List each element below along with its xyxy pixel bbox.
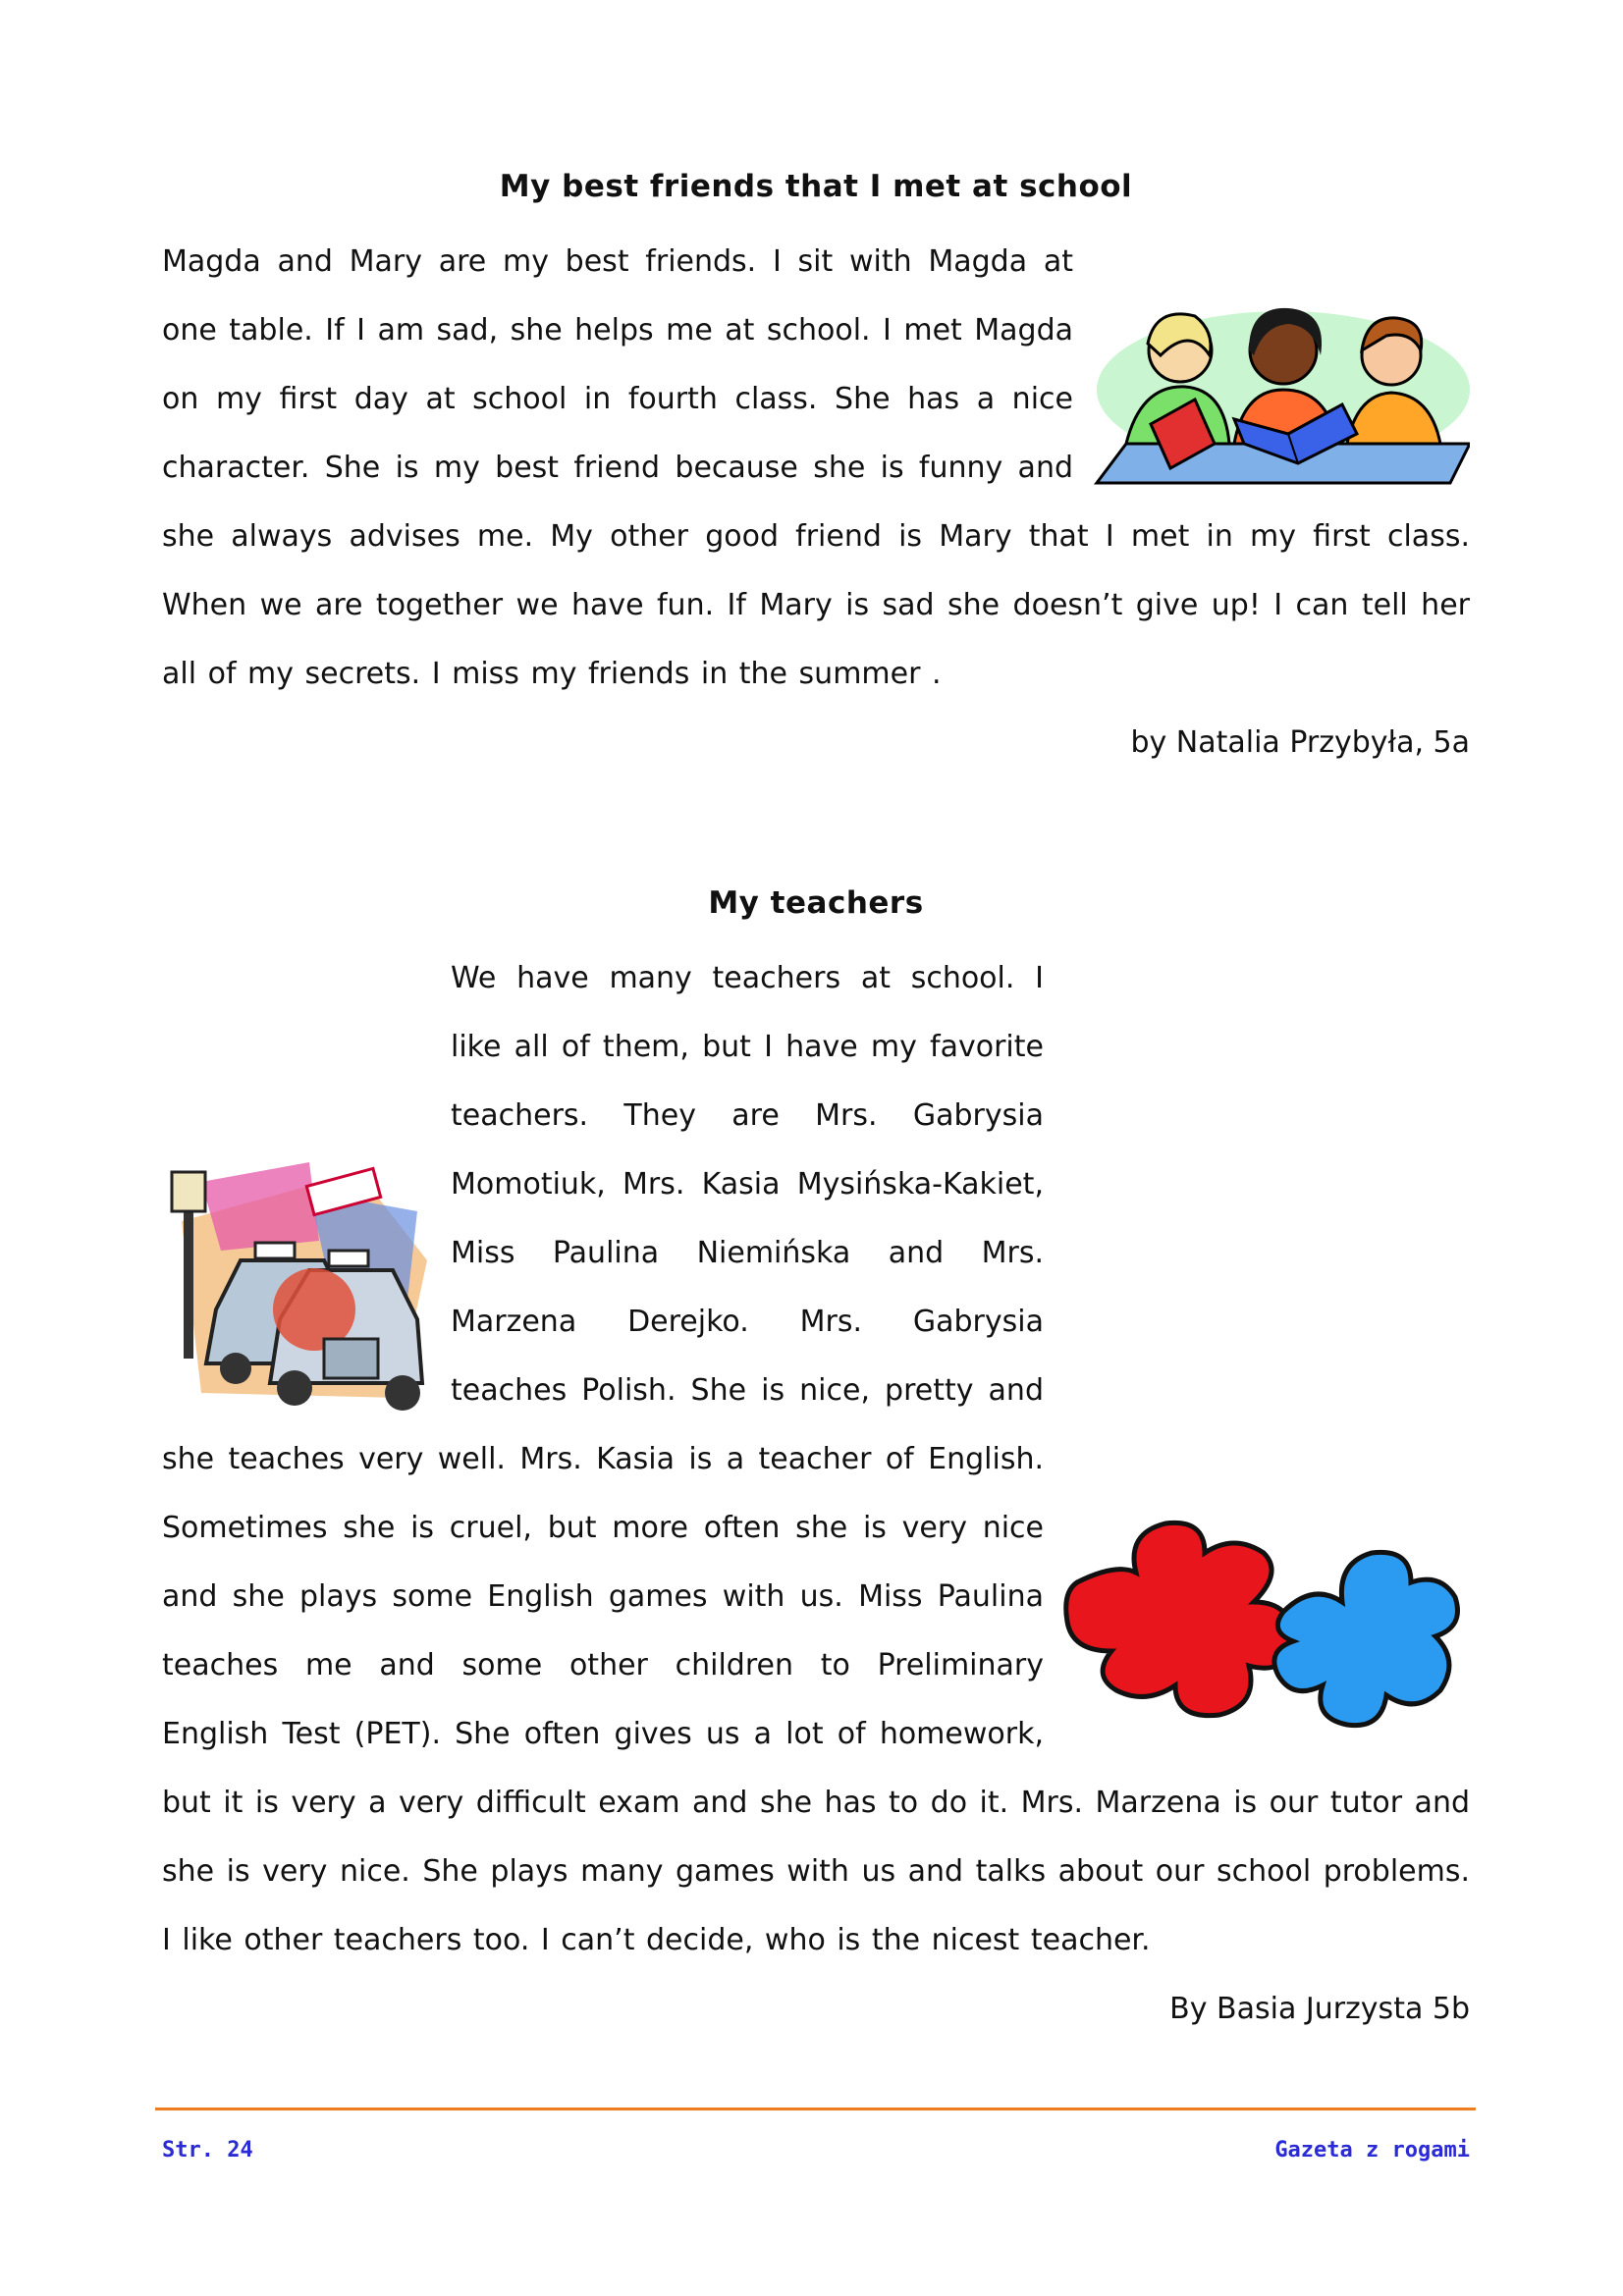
article-friends — [162, 167, 1470, 777]
page-number: Str. 24 — [162, 2138, 253, 2163]
article-body — [162, 228, 1470, 709]
article-teachers — [162, 883, 1470, 2044]
publication-name: Gazeta z rogami — [1274, 2138, 1470, 2163]
article-byline: By Basia Jurzysta 5b — [1169, 1992, 1470, 2026]
article-body — [162, 944, 1470, 1975]
footer-rule — [155, 2108, 1476, 2110]
article-paragraph: We have many teachers at school. I like all of them, but I have my favorite teachers. They are Mrs. Gabrysia Momotiuk, Mrs. Kasia Mysińska-Kakiet, Miss Paulina Niemińska and Mrs. Marzena Derejko. Mrs. Gabrysia teaches Polish. She is nice, pretty and she teaches very well. Mrs. Kasia is a teacher of English. Sometimes she is cruel, but more often she is very nice and she plays some English games with us. Miss Paulina teaches me and some other children to Preliminary English Test (PET). She often gives us a lot of homework, but it is very a very difficult exam and she has to do it. Mrs. Marzena is our tutor and she is very nice. She plays many games with us and talks about our school problems. I like other teachers too. I can’t decide, who is the nicest teacher. — [162, 961, 1470, 1957]
puzzle-pieces-clipart — [1057, 1494, 1470, 1730]
article-byline: by Natalia Przybyła, 5a — [1130, 725, 1470, 760]
article-paragraph: Magda and Mary are my best friends. I sit with Magda at one table. If I am sad, she helps me at school. I met Magda on my first day at school in fourth class. She has a nice character. She is my best friend because she is funny and she always advises me. My other good friend is Mary that I met in my first class. When we are together we have fun. If Mary is sad she doesn’t give up! I can tell her all of my secrets. I miss my friends in the summer . — [162, 244, 1470, 691]
taxi-clipart — [162, 1152, 437, 1417]
article-title: My teachers — [708, 885, 924, 921]
friends-reading-clipart — [1087, 296, 1470, 503]
article-title: My best friends that I met at school — [499, 169, 1133, 204]
